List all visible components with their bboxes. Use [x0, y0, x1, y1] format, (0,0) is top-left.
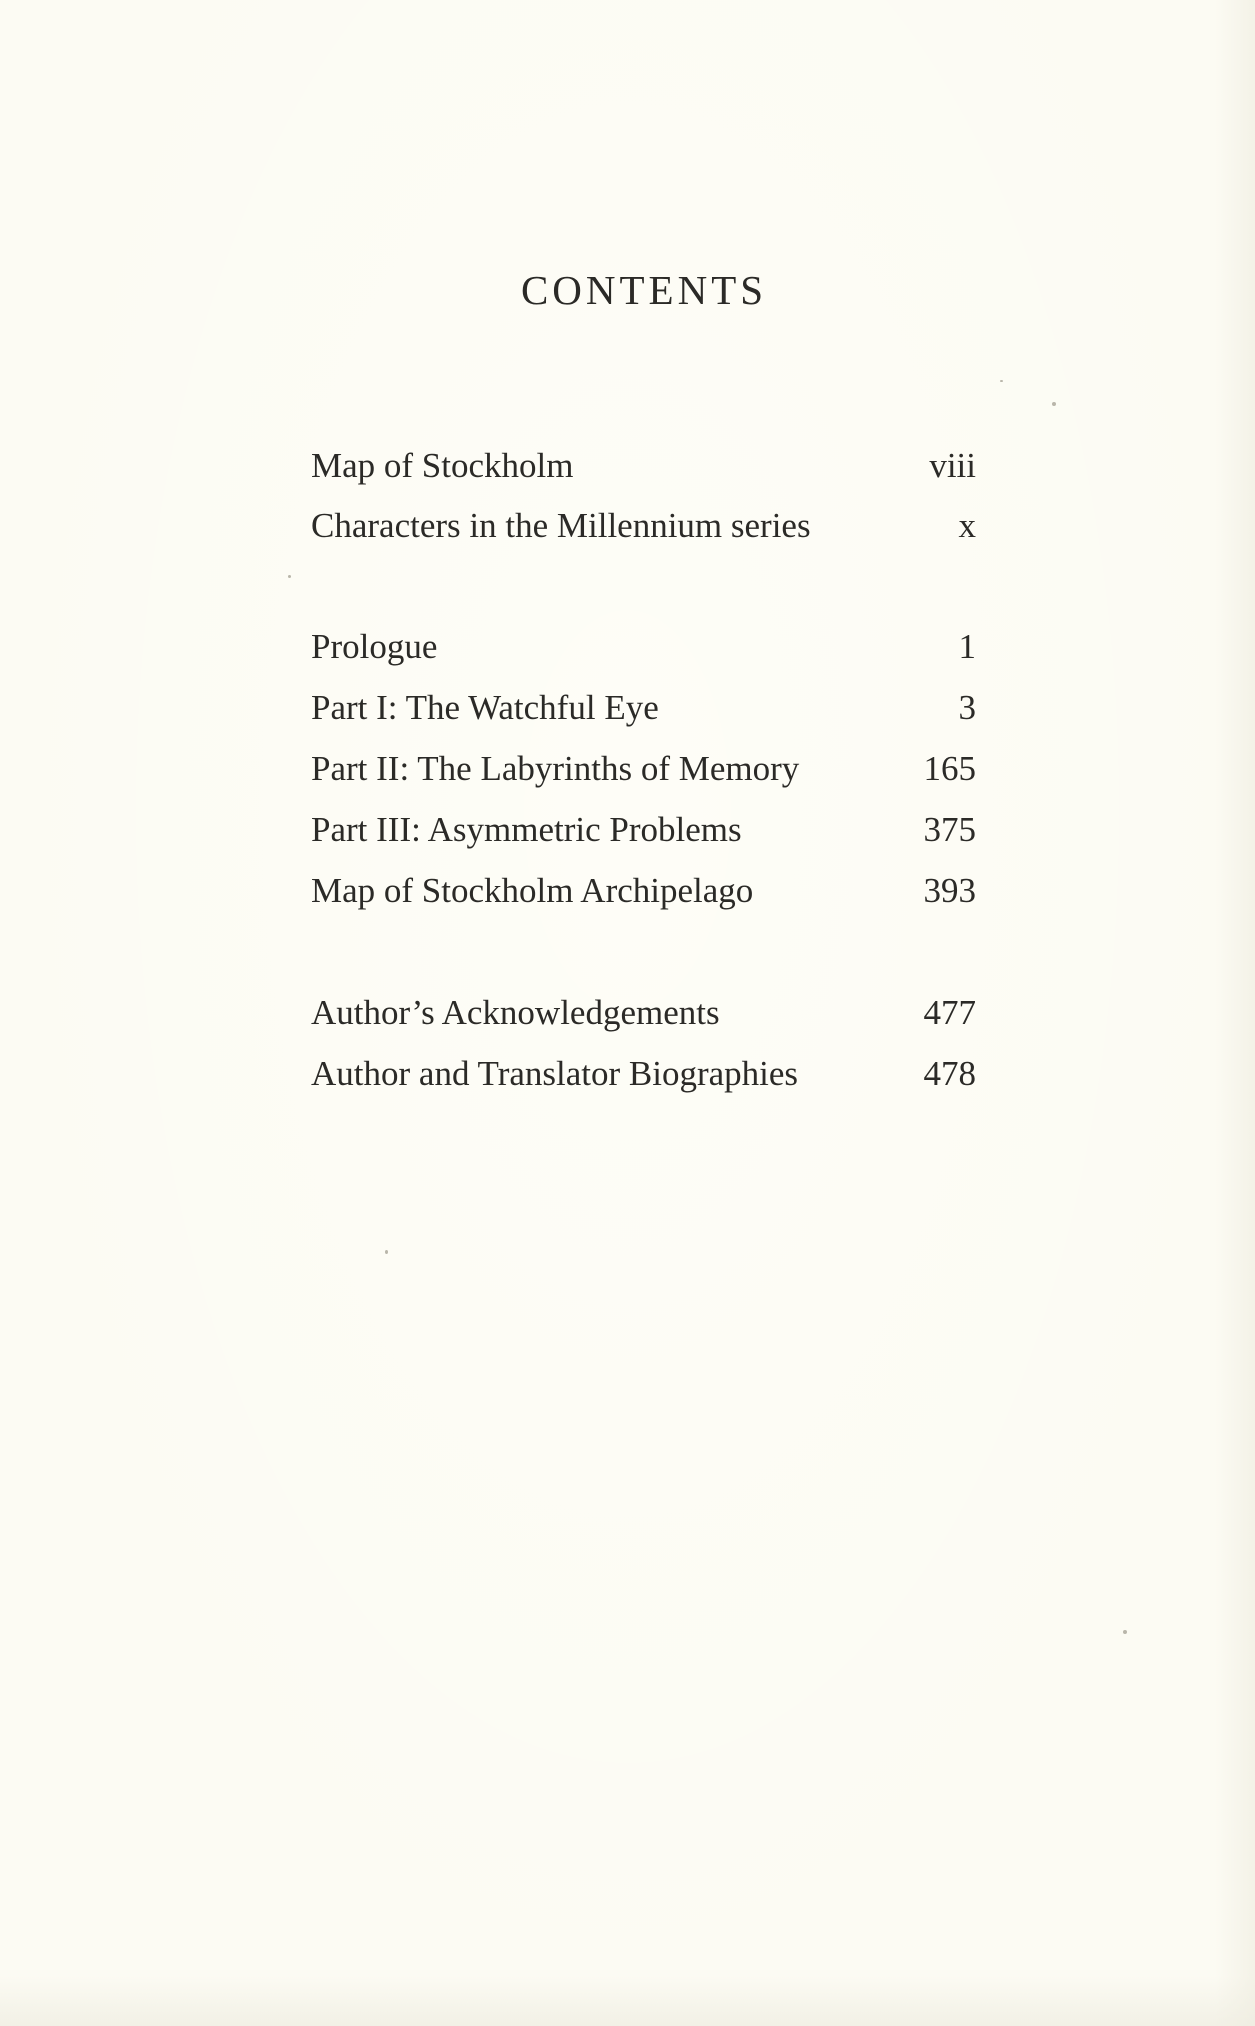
- toc-entry[interactable]: [311, 1052, 976, 1096]
- toc-entry-title: Author’s Acknowledgements: [311, 993, 720, 1032]
- toc-entry[interactable]: [311, 504, 976, 548]
- toc-entry-page: 393: [923, 871, 976, 910]
- toc-entry-page: 165: [923, 749, 976, 788]
- toc-entry[interactable]: [311, 808, 976, 852]
- toc-entry-page: 478: [923, 1054, 976, 1093]
- paper-speck: [1052, 402, 1056, 406]
- toc-entry-page: viii: [929, 446, 976, 485]
- toc-entry[interactable]: [311, 686, 976, 730]
- toc-entry-title: Characters in the Millennium series: [311, 506, 811, 545]
- toc-entry-page: 477: [923, 993, 976, 1032]
- paper-speck: [288, 575, 291, 578]
- toc-entry-title: Part I: The Watchful Eye: [311, 688, 659, 727]
- paper-speck: [385, 1250, 388, 1254]
- toc-entry[interactable]: [311, 991, 976, 1035]
- toc-entry[interactable]: [311, 625, 976, 669]
- toc-entry-page: 1: [958, 627, 976, 666]
- toc-entry-title: Map of Stockholm Archipelago: [311, 871, 754, 910]
- toc-entry-title: Part III: Asymmetric Problems: [311, 810, 742, 849]
- toc-entry[interactable]: [311, 747, 976, 791]
- toc-entry-page: 375: [923, 810, 976, 849]
- toc-entry-title: Prologue: [311, 627, 438, 666]
- page-edge-shadow: [0, 1976, 1255, 2026]
- toc-entry-page: x: [958, 506, 976, 545]
- toc-entry[interactable]: [311, 444, 976, 488]
- toc-entry-title: Author and Translator Biographies: [311, 1054, 799, 1093]
- paper-speck: [1123, 1630, 1127, 1634]
- toc-entry-page: 3: [958, 688, 976, 727]
- toc-entry-title: Part II: The Labyrinths of Memory: [311, 749, 800, 788]
- paper-speck: [1000, 380, 1003, 382]
- toc-entry[interactable]: [311, 869, 976, 913]
- toc-entry-title: Map of Stockholm: [311, 446, 574, 485]
- page-title: CONTENTS: [520, 267, 768, 313]
